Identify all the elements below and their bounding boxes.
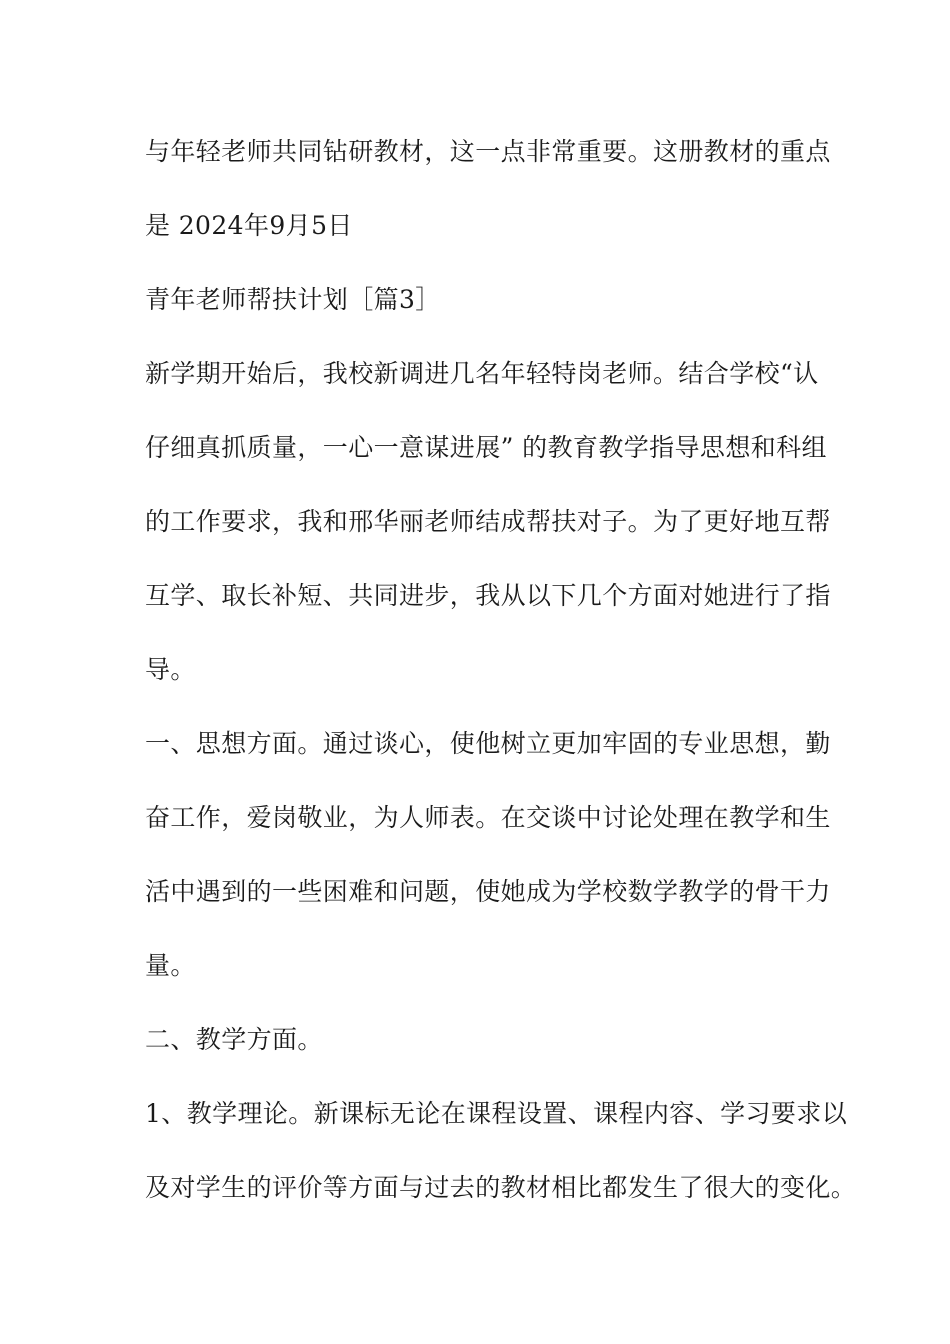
paragraph-line: 及对学生的评价等方面与过去的教材相比都发生了很大的变化。 [145,1173,857,1202]
paragraph-line: 1、教学理论。新课标无论在课程设置、课程内容、学习要求以 [145,1099,848,1128]
paragraph-line: 新学期开始后，我校新调进几名年轻特岗老师。结合学校“认 [145,359,819,388]
paragraph-line: 奋工作，爱岗敬业，为人师表。在交谈中讨论处理在教学和生 [145,803,831,832]
subsection-heading: 二、教学方面。 [145,1025,323,1054]
paragraph-line: 导。 [145,655,196,684]
date-line: 是 2024年9月5日 [145,211,353,240]
paragraph-line: 仔细真抓质量，一心一意谋进展” 的教育教学指导思想和科组 [145,433,827,462]
section-heading: 青年老师帮扶计划［篇3］ [145,285,441,314]
paragraph-line: 与年轻老师共同钻研教材，这一点非常重要。这册教材的重点 [145,137,831,166]
paragraph-line: 活中遇到的一些困难和问题，使她成为学校数学教学的骨干力 [145,877,831,906]
paragraph-line: 的工作要求，我和邢华丽老师结成帮扶对子。为了更好地互帮 [145,507,831,536]
paragraph-line: 互学、取长补短、共同进步，我从以下几个方面对她进行了指 [145,581,831,610]
paragraph-line: 一、思想方面。通过谈心，使他树立更加牢固的专业思想，勤 [145,729,831,758]
paragraph-line: 量。 [145,951,196,980]
